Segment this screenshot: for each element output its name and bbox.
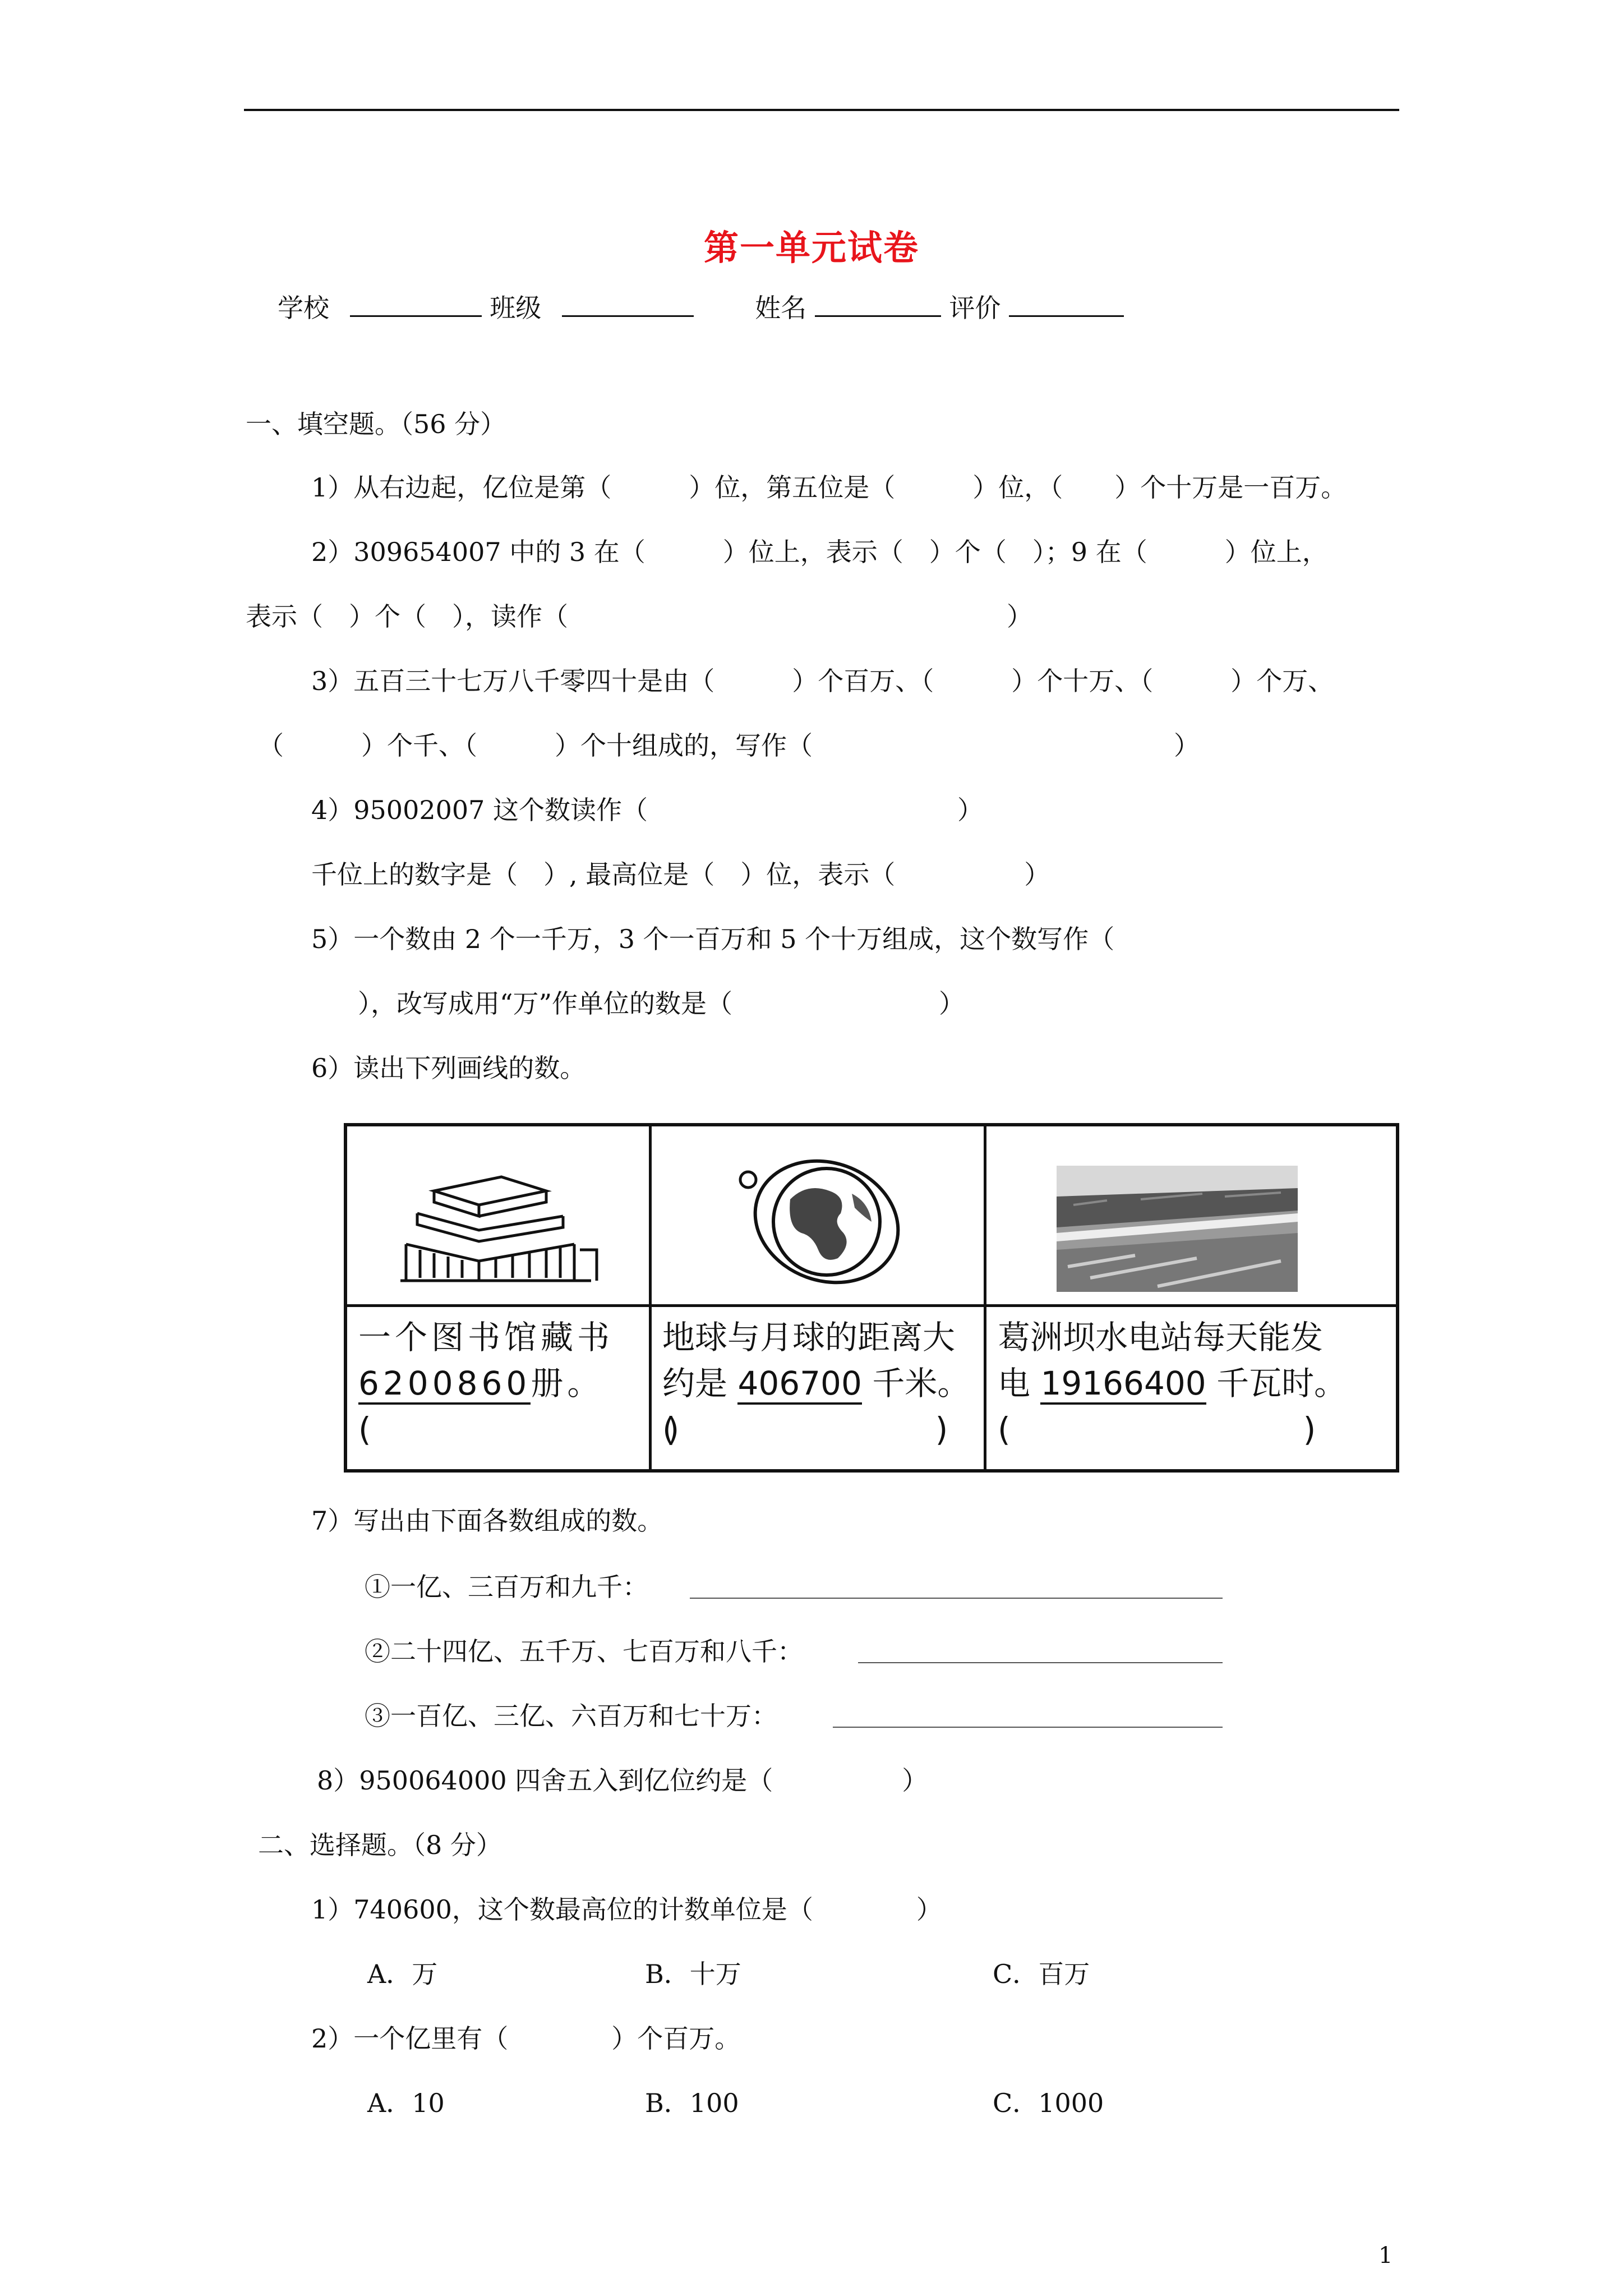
school-label: 学校 <box>278 293 329 323</box>
underlined-number: 19166400 <box>1040 1364 1206 1405</box>
q1-7-1: ①一亿、三百万和九千： <box>365 1572 648 1602</box>
q1-4a: 4）95002007 这个数读作（ ） <box>311 795 984 825</box>
cell-line: 一个图书馆藏书 <box>358 1318 614 1356</box>
q1-3b: （ ）个千、（ ）个十组成的，写作（ ） <box>258 730 1200 761</box>
page-number: 1 <box>1378 2243 1393 2269</box>
answer-paren[interactable]: ( ) <box>662 1410 948 1448</box>
q2-1-option-b[interactable]: B．十万 <box>645 1959 741 1989</box>
table-cell-earth-moon <box>662 1314 970 1452</box>
cell-line: 葛洲坝水电站每天能发 <box>998 1318 1324 1356</box>
section2-heading: 二、选择题。（8 分） <box>258 1830 502 1860</box>
q1-7-3: ③一百亿、三亿、六百万和七十万： <box>365 1701 777 1731</box>
eval-label: 评价 <box>949 293 1001 323</box>
name-blank[interactable] <box>815 293 941 317</box>
cell-prefix: 约是 <box>662 1364 728 1402</box>
section1-heading: 一、填空题。（56 分） <box>246 409 506 439</box>
class-blank[interactable] <box>562 293 694 317</box>
dam-photo-icon <box>1057 1166 1298 1292</box>
q1-1: 1）从右边起，亿位是第（ ）位，第五位是（ ）位，（ ）个十万是一百万。 <box>311 472 1347 503</box>
reading-table <box>344 1123 1399 1473</box>
q2-1: 1）740600，这个数最高位的计数单位是（ ） <box>311 1894 942 1925</box>
page-title: 第一单元试卷 <box>703 227 919 268</box>
q1-7-2: ②二十四亿、五千万、七百万和八千： <box>365 1636 803 1667</box>
top-rule <box>244 109 1399 111</box>
answer-paren[interactable]: ( ) <box>358 1410 684 1448</box>
cell-prefix: 电 <box>998 1364 1031 1402</box>
q2-2: 2）一个亿里有（ ）个百万。 <box>311 2023 741 2054</box>
q2-2-option-b[interactable]: B．100 <box>645 2088 739 2118</box>
q1-3a: 3）五百三十七万八千零四十是由（ ）个百万、（ ）个十万、（ ）个万、 <box>311 666 1334 696</box>
q1-5b: ），改写成用“万”作单位的数是（ ） <box>358 988 965 1019</box>
cell-unit: 册。 <box>531 1364 604 1402</box>
q1-6: 6）读出下列画线的数。 <box>311 1053 586 1083</box>
underlined-number: 6200860 <box>358 1364 531 1405</box>
q1-5a: 5）一个数由 2 个一千万，3 个一百万和 5 个十万组成，这个数写作（ <box>311 924 1115 954</box>
cell-unit: 千米。 <box>872 1364 970 1402</box>
q2-2-option-c[interactable]: C．1000 <box>993 2088 1104 2118</box>
q1-7: 7）写出由下面各数组成的数。 <box>311 1506 663 1536</box>
q1-2b: 表示（ ）个（ ），读作（ ） <box>246 601 1032 632</box>
earth-moon-icon <box>734 1149 914 1295</box>
answer-line[interactable] <box>690 1598 1223 1599</box>
q2-1-option-a[interactable]: A．万 <box>367 1959 438 1989</box>
class-label: 班级 <box>490 293 542 323</box>
table-divider <box>984 1126 986 1469</box>
header-fields <box>278 293 1124 321</box>
name-label: 姓名 <box>755 293 807 323</box>
cell-unit: 千瓦时。 <box>1216 1364 1347 1402</box>
q2-2-option-a[interactable]: A．10 <box>367 2088 445 2118</box>
cell-line: 地球与月球的距离大 <box>662 1318 956 1356</box>
table-cell-library <box>358 1314 683 1452</box>
underlined-number: 406700 <box>737 1364 861 1405</box>
answer-paren[interactable]: ( ) <box>998 1410 1316 1448</box>
q1-8: 8）950064000 四舍五入到亿位约是（ ） <box>317 1765 928 1796</box>
q2-1-option-c[interactable]: C．百万 <box>993 1959 1090 1989</box>
answer-line[interactable] <box>833 1727 1223 1728</box>
table-divider <box>347 1304 1396 1307</box>
school-blank[interactable] <box>350 293 482 317</box>
table-cell-dam <box>998 1314 1347 1452</box>
q1-2a: 2）309654007 中的 3 在（ ）位上，表示（ ）个（ ）；9 在（ ）位上， <box>311 537 1328 567</box>
answer-line[interactable] <box>858 1662 1223 1663</box>
eval-blank[interactable] <box>1009 293 1124 317</box>
library-building-icon <box>395 1160 602 1289</box>
q1-4b: 千位上的数字是（ ）, 最高位是（ ）位，表示（ ） <box>311 859 1050 890</box>
